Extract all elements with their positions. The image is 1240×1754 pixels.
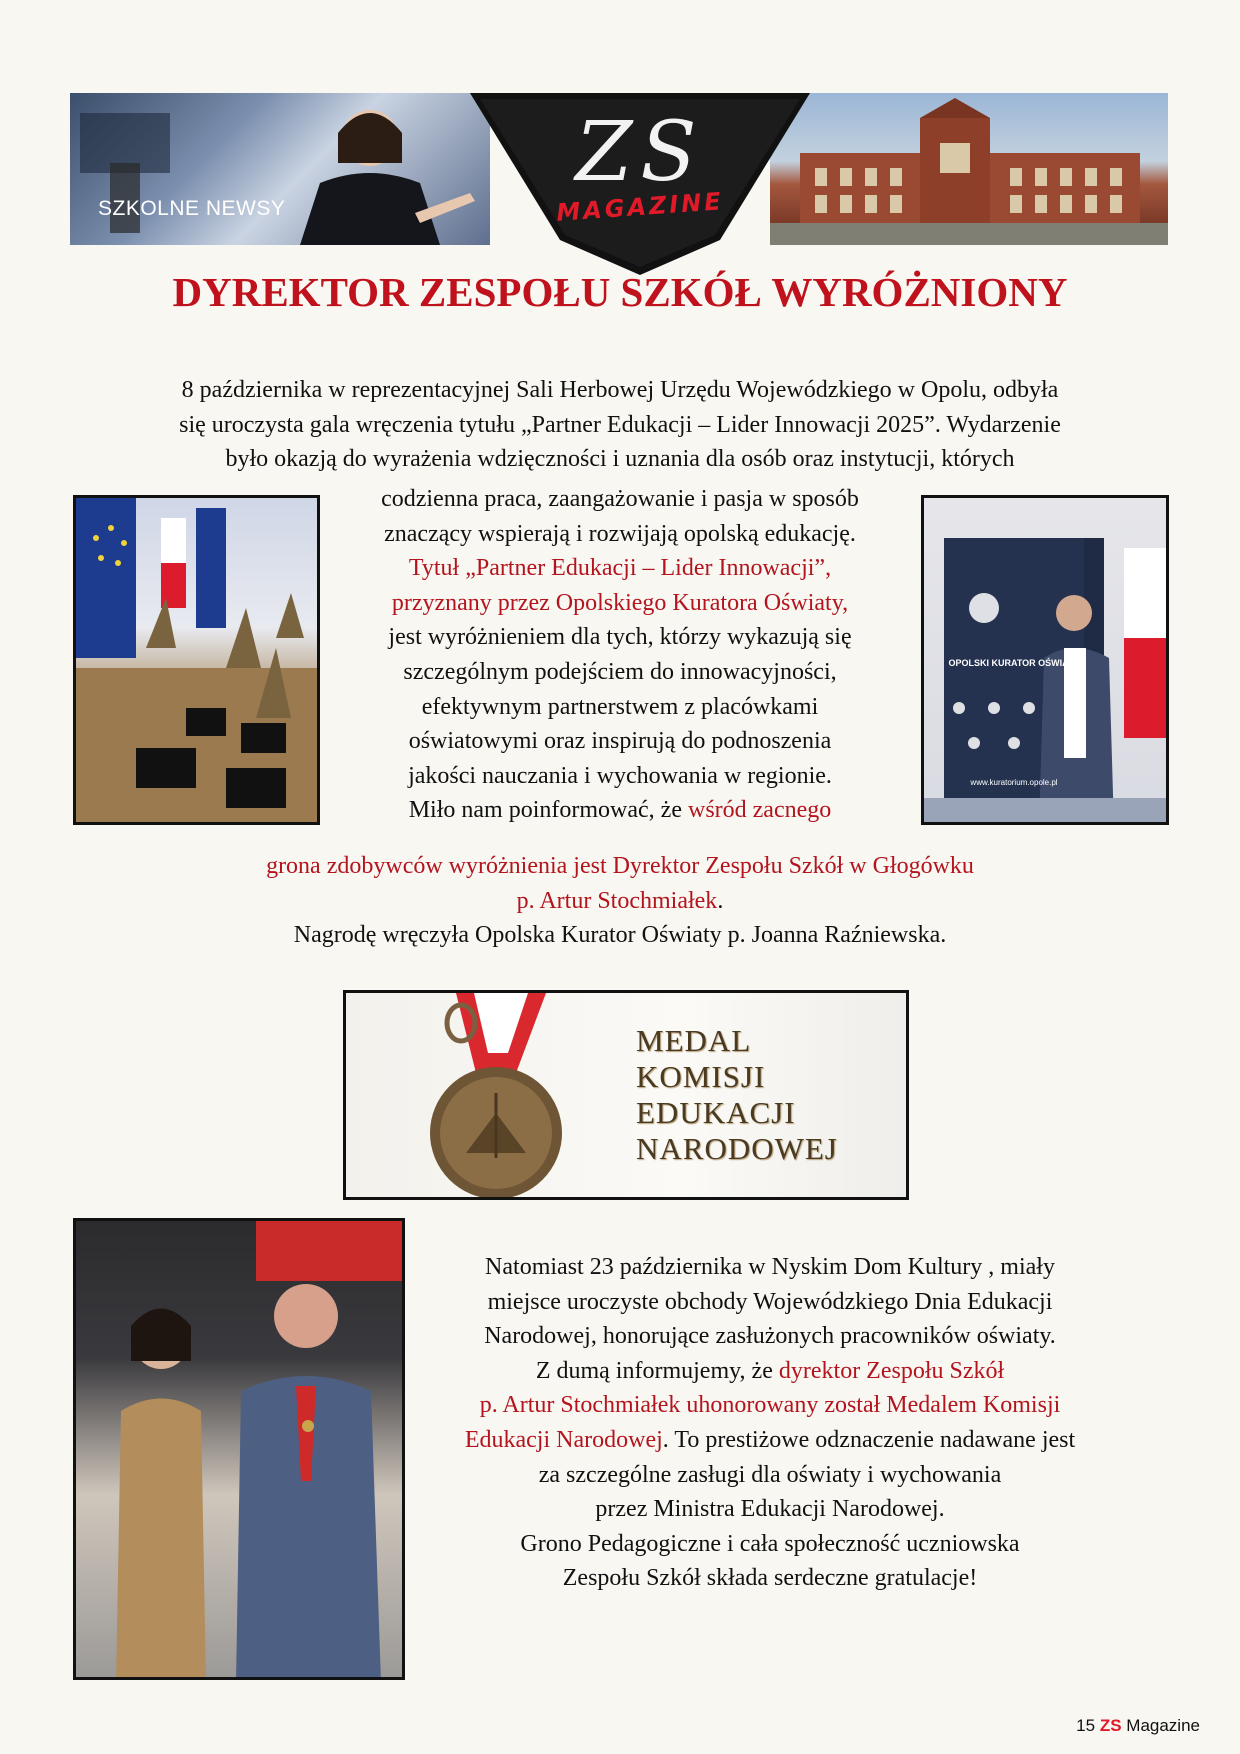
page-footer [1076,1716,1200,1736]
article1-conclusion [40,849,1200,953]
director-name: p. Artur Stochmiałek [516,887,718,914]
article1-intro [40,373,1200,477]
ceremony-photo [73,1218,405,1680]
text-span: Z dumą informujemy, że [535,1357,779,1384]
text-span-highlight: dyrektor Zespołu Szkół [778,1357,1005,1384]
article2-body [400,1250,1140,1596]
text-line: Zespołu Szkół składa serdeczne gratulacje! [562,1565,978,1592]
text-line: jest wyróżnieniem dla tych, którzy wykazują się [388,624,852,651]
text-line: efektywnym partnerstwem z placówkami [421,693,819,720]
newsroom-photo [70,93,490,245]
medal-line: NARODOWEJ [636,1131,838,1166]
medal-caption [636,1023,838,1167]
text-line: oświatowymi oraz inspirują do podnoszenia [408,728,832,755]
page-title: DYREKTOR ZESPOŁU SZKÓŁ WYRÓŻNIONY [172,269,1068,315]
text-line [400,1423,1140,1458]
medal-line: MEDAL [636,1023,752,1058]
text-span-highlight: wśród zacnego [687,797,832,824]
text-line: jakości nauczania i wychowania w regionie. [408,762,832,789]
article1-body [310,482,930,828]
text-line [310,793,930,828]
medal-line: EDUKACJI [636,1095,796,1130]
text-line: szczególnym podejściem do innowacyjności, [403,658,837,685]
medal-line: KOMISJI [636,1059,766,1094]
text-line: miejsce uroczyste obchody Wojewódzkiego Dnia Edukacji [487,1288,1053,1315]
text-span: Miło nam poinformować, że [408,797,688,824]
footer-zs: ZS [1099,1716,1122,1735]
text-line-highlight: p. Artur Stochmiałek uhonorowany został Medalem Komisji [479,1392,1061,1419]
text-line: się uroczysta gala wręczenia tytułu „Partner Edukacji – Lider Innowacji 2025”. Wydarzenie [179,411,1061,438]
text-line: codzienna praca, zaangażowanie i pasja w sposób [381,486,859,512]
trophies-photo [73,495,320,825]
text-line-highlight: Tytuł „Partner Edukacji – Lider Innowacji”, [408,555,832,582]
text-span: . To prestiżowe odznaczenie nadawane jest [662,1426,1076,1453]
text-line: Narodowej, honorujące zasłużonych pracowników oświaty. [484,1323,1056,1350]
text-line: za szczególne zasługi dla oświaty i wychowania [538,1461,1002,1488]
header-banner [70,93,1168,245]
text-line-highlight: grona zdobywców wyróżnienia jest Dyrektor Zespołu Szkół w Głogówku [266,853,974,879]
text-line: Nagrodę wręczyła Opolska Kurator Oświaty p. Joanna Raźniewska. [293,922,947,949]
logo-subtitle: MAGAZINE [555,187,725,227]
footer-magazine: Magazine [1126,1716,1200,1735]
text-line: Grono Pedagogiczne i cała społeczność uczniowska [520,1530,1020,1557]
text-line: Natomiast 23 października w Nyskim Dom Kultury , miały [485,1254,1055,1280]
text-line: przez Ministra Edukacji Narodowej. [595,1496,945,1523]
medal-image [343,990,909,1200]
text-line: znaczący wspierają i rozwijają opolską edukację. [384,520,856,547]
text-line: było okazją do wyrażenia wdzięczności i uznania dla osób oraz instytucji, których [225,446,1015,473]
school-building-photo [770,93,1168,245]
page-number: 15 [1076,1716,1096,1735]
text-span: . [717,887,724,914]
text-line [400,1354,1140,1389]
text-line: 8 października w reprezentacyjnej Sali Herbowej Urzędu Wojewódzkiego w Opolu, odbyła [181,377,1059,403]
kurator-award-photo [921,495,1169,825]
zs-magazine-logo [470,75,810,275]
text-span-highlight: Edukacji Narodowej [464,1426,663,1453]
text-line [40,884,1200,919]
banner-org-text: OPOLSKI KURATOR OŚWIATY [948,658,1080,668]
logo-letters: ZS [575,105,705,200]
banner-label: SZKOLNE NEWSY [98,197,286,220]
text-line-highlight: przyznany przez Opolskiego Kuratora Oświaty, [391,589,849,616]
banner-url-text: www.kuratorium.opole.pl [970,778,1058,787]
